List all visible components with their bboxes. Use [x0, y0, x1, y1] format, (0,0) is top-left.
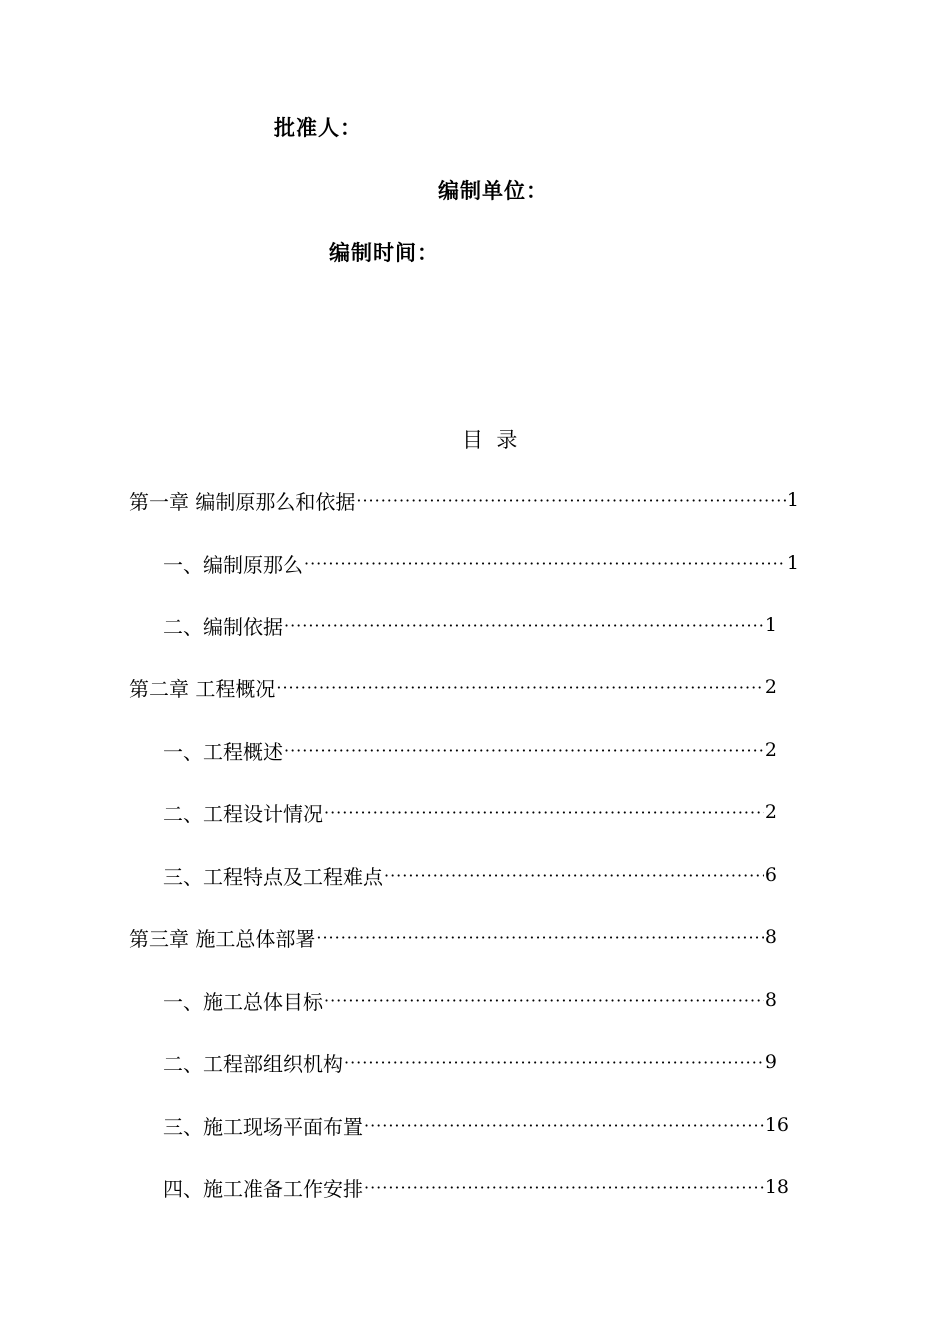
toc-entry-page: 1 — [786, 489, 799, 511]
toc-entry-section[interactable] — [163, 735, 777, 765]
toc-entry-label: 三、工程特点及工程难点 — [163, 864, 383, 889]
toc-entry-page: 2 — [764, 676, 777, 698]
toc-leader-dots — [364, 1116, 764, 1135]
toc-entry-page: 2 — [764, 739, 777, 761]
toc-entry-section[interactable] — [163, 797, 777, 827]
toc-entry-page: 6 — [764, 864, 777, 886]
toc-entry-page: 1 — [786, 552, 799, 574]
toc-title: 目 录 — [462, 428, 518, 452]
toc-entry-section[interactable] — [163, 610, 777, 640]
toc-entry-page: 8 — [764, 926, 777, 948]
toc-entry-page: 1 — [764, 614, 777, 636]
toc-leader-dots — [344, 1053, 764, 1072]
toc-entry-page: 16 — [764, 1114, 789, 1136]
toc-leader-dots — [304, 554, 786, 573]
toc-entry-section[interactable] — [163, 985, 777, 1015]
toc-entry-section[interactable] — [163, 1047, 777, 1077]
toc-entry-label: 一、施工总体目标 — [163, 989, 323, 1014]
toc-entry-page: 8 — [764, 989, 777, 1011]
toc-entry-label: 四、施工准备工作安排 — [163, 1176, 363, 1201]
toc-leader-dots — [276, 678, 764, 697]
toc-leader-dots — [324, 803, 764, 822]
toc-leader-dots — [284, 616, 764, 635]
toc-entry-label: 三、施工现场平面布置 — [163, 1114, 363, 1139]
toc-entry-label: 二、编制依据 — [163, 614, 283, 639]
toc-entry-chapter-1[interactable] — [129, 485, 799, 515]
toc-entry-section[interactable] — [163, 860, 777, 890]
approver-label: 批准人： — [274, 115, 362, 140]
toc-entry-chapter-3[interactable] — [129, 922, 777, 952]
compiling-unit-label: 编制单位： — [438, 178, 548, 203]
toc-entry-page: 18 — [764, 1176, 789, 1198]
toc-leader-dots — [324, 991, 764, 1010]
toc-entry-page: 2 — [764, 801, 777, 823]
toc-entry-label: 二、工程设计情况 — [163, 801, 323, 826]
toc-entry-page: 9 — [764, 1051, 777, 1073]
toc-entry-label: 第二章 工程概况 — [129, 676, 276, 701]
toc-entry-label: 一、编制原那么 — [163, 552, 303, 577]
toc-entry-section[interactable] — [163, 1110, 789, 1140]
toc-entry-label: 第一章 编制原那么和依据 — [129, 489, 356, 514]
toc-entry-chapter-2[interactable] — [129, 672, 777, 702]
toc-leader-dots — [316, 928, 764, 947]
toc-entry-label: 第三章 施工总体部署 — [129, 926, 316, 951]
toc-leader-dots — [364, 1178, 764, 1197]
toc-leader-dots — [284, 741, 764, 760]
toc-entry-label: 二、工程部组织机构 — [163, 1051, 343, 1076]
toc-entry-label: 一、工程概述 — [163, 739, 283, 764]
compiling-date-label: 编制时间： — [329, 240, 439, 265]
toc-entry-section[interactable] — [163, 548, 799, 578]
toc-leader-dots — [384, 866, 764, 885]
toc-leader-dots — [356, 491, 786, 510]
toc-entry-section[interactable] — [163, 1172, 789, 1202]
